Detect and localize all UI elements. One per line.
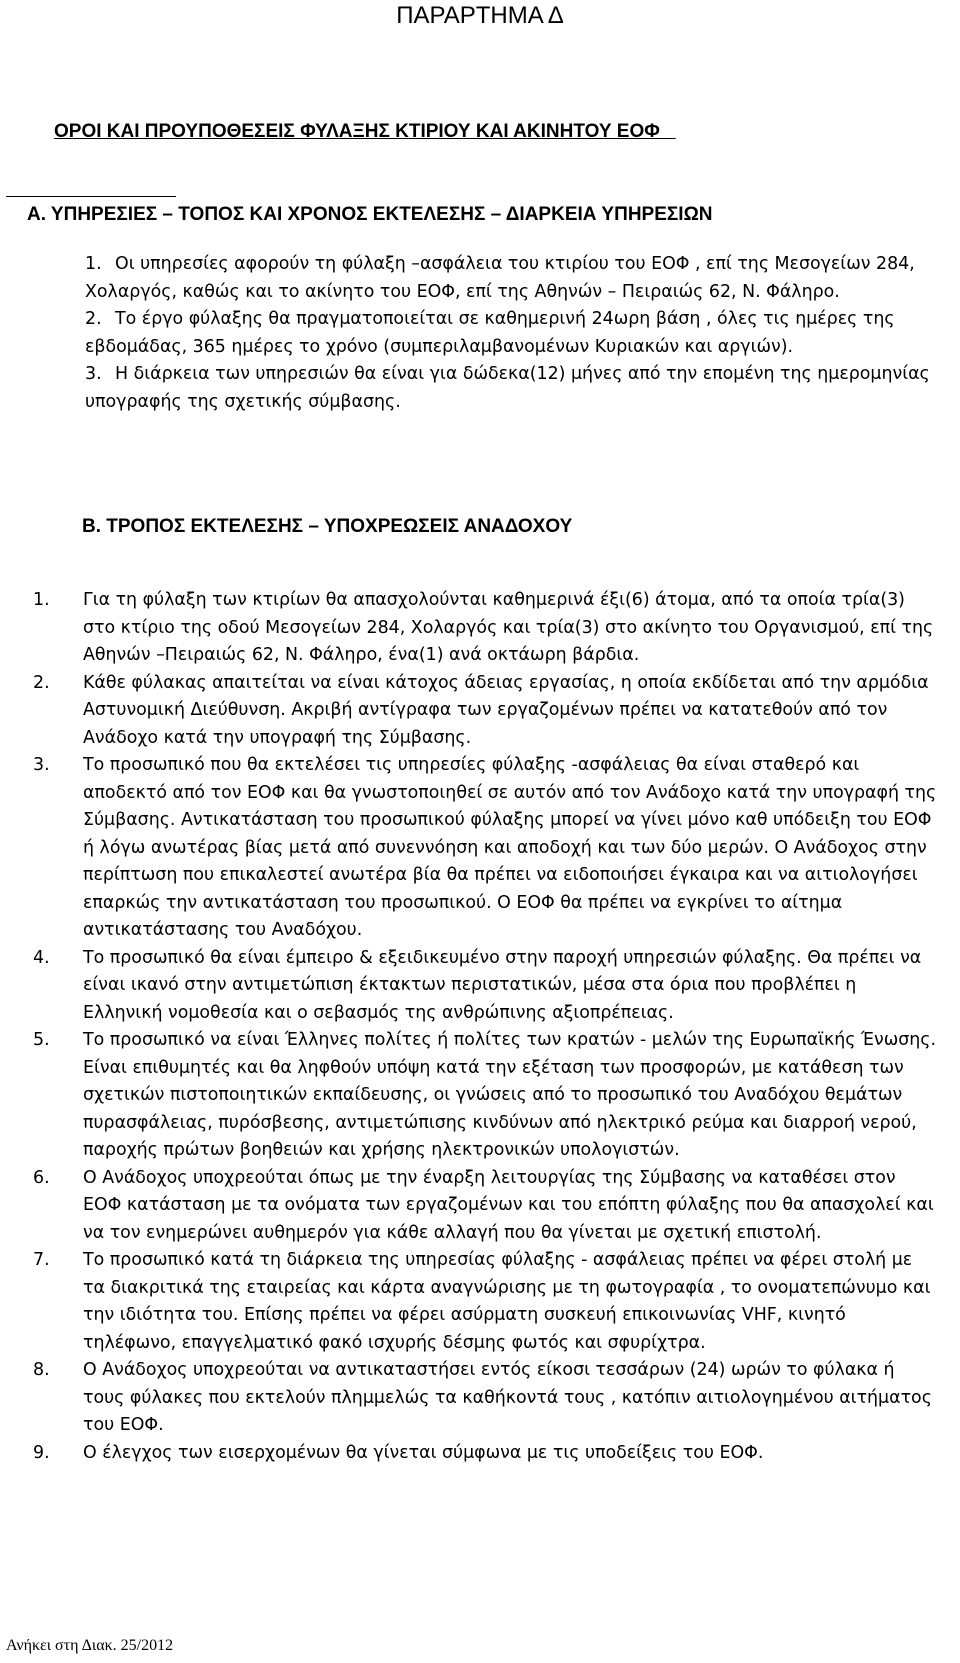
- item-text: Το προσωπικό κατά τη διάρκεια της υπηρεσίας φύλαξης - ασφάλειας πρέπει να φέρει στολή με τα διακριτικά της εταιρείας και κάρτα αναγνώρισης με τη φωτογραφία , το ονοματεπώνυμο και την ιδιότητα του. Επίσης πρέπει να φέρει ασύρματη συσκευή επικοινωνίας VHF, κινητό τηλέφωνο, επαγγελματικό φακό ισχυρής δέσμης φωτός και σφυρίχτρα.: [83, 1250, 931, 1353]
- item-number: 3.: [85, 364, 102, 384]
- section-a-heading: Α. ΥΠΗΡΕΣΙΕΣ – ΤΟΠΟΣ ΚΑΙ ΧΡΟΝΟΣ ΕΚΤΕΛΕΣΗΣ – ΔΙΑΡΚΕΙΑ ΥΠΗΡΕΣΙΩΝ: [27, 204, 713, 225]
- item-text: Ο Ανάδοχος υποχρεούται να αντικαταστήσει εντός είκοσι τεσσάρων (24) ωρών το φύλακα ή τους φύλακες που εκτελούν πλημμελώς τα καθήκοντά τους , κατόπιν αιτιολογημένου αιτήματος του ΕΟΦ.: [83, 1360, 932, 1435]
- section-b-item-8: [33, 1357, 938, 1440]
- item-number: 8.: [33, 1360, 50, 1380]
- item-number: 7.: [33, 1250, 50, 1270]
- item-number: 6.: [33, 1167, 50, 1188]
- item-text: Το έργο φύλαξης θα πραγματοποιείται σε καθημερινή 24ωρη βάση , όλες τις ημέρες της εβδομάδας, 365 ημέρες το χρόνο (συμπεριλαμβανομένων Κυριακών και αργιών).: [85, 309, 895, 357]
- item-number: 2.: [33, 672, 50, 693]
- separator-line: [6, 196, 176, 197]
- section-b-item-6: [33, 1165, 938, 1248]
- section-b-item-4: [33, 945, 938, 1028]
- section-a-item-3: [85, 361, 935, 416]
- item-number: 1.: [85, 254, 102, 274]
- section-a-item-2: [85, 306, 935, 361]
- page-title: ΠΑΡΑΡΤΗΜΑ Δ: [396, 2, 564, 29]
- item-number: 4.: [33, 947, 50, 968]
- document-subtitle: ΟΡΟΙ ΚΑΙ ΠΡΟΥΠΟΘΕΣΕΙΣ ΦΥΛΑΞΗΣ ΚΤΙΡΙΟΥ ΚΑΙ ΑΚΙΝΗΤΟΥ ΕΟΦ: [54, 121, 676, 142]
- section-b-item-3: [33, 752, 938, 945]
- item-text: Το προσωπικό που θα εκτελέσει τις υπηρεσίες φύλαξης -ασφάλειας θα είναι σταθερό και αποδεκτό από τον ΕΟΦ και θα γνωστοποιηθεί σε αυτόν από τον Ανάδοχο κατά την υπογραφή της Σύμβασης. Αντικατάσταση του προσωπικού φύλαξης μπορεί να γίνει μόνο καθ υπόδειξη του ΕΟΦ ή λόγω ανωτέρας βίας μετά από συνεννόηση και αποδοχή και των δύο μερών. Ο Ανάδοχος στην περίπτωση που επικαλεστεί ανωτέρα βία θα πρέπει να ειδοποιήσει έγκαιρα και να αιτιολογήσει επαρκώς την αντικατάσταση του προσωπικού. Ο ΕΟΦ θα πρέπει να εγκρίνει το αίτημα αντικατάστασης του Αναδόχου.: [83, 755, 937, 940]
- item-number: 5.: [33, 1030, 50, 1050]
- item-number: 1.: [33, 590, 50, 610]
- item-text: Για τη φύλαξη των κτιρίων θα απασχολούνται καθημερινά έξι(6) άτομα, από τα οποία τρία(3) στο κτίριο της οδού Μεσογείων 284, Χολαργός και τρία(3) στο ακίνητο του Οργανισμού, επί της Αθηνών –Πειραιώς 62, Ν. Φάληρο, ένα(1) ανά οκτάωρη βάρδια.: [83, 590, 934, 665]
- section-b-item-2: [33, 670, 938, 753]
- item-text: Η διάρκεια των υπηρεσιών θα είναι για δώδεκα(12) μήνες από την επομένη της ημερομηνίας υπογραφής της σχετικής σύμβασης.: [85, 364, 930, 412]
- section-b-item-5: [33, 1027, 938, 1165]
- section-a-item-1: [85, 251, 935, 306]
- item-text: Ο Ανάδοχος υποχρεούται όπως με την έναρξη λειτουργίας της Σύμβασης να καταθέσει στον ΕΟΦ κατάσταση με τα ονόματα των εργαζομένων και του επόπτη φύλαξης που θα απασχολεί και να τον ενημερώνει αυθημερόν για κάθε αλλαγή που θα γίνεται με σχετική επιστολή.: [83, 1167, 934, 1243]
- section-b-heading: Β. ΤΡΟΠΟΣ ΕΚΤΕΛΕΣΗΣ – ΥΠΟΧΡΕΩΣΕΙΣ ΑΝΑΔΟΧΟΥ: [82, 516, 573, 537]
- item-text: Ο έλεγχος των εισερχομένων θα γίνεται σύμφωνα με τις υποδείξεις του ΕΟΦ.: [83, 1442, 764, 1463]
- footer-note: Ανήκει στη Διακ. 25/2012: [6, 1637, 174, 1654]
- section-b-item-9: [33, 1440, 938, 1468]
- item-number: 9.: [33, 1442, 50, 1463]
- section-b-list: [33, 587, 938, 1467]
- item-text: Το προσωπικό να είναι Έλληνες πολίτες ή πολίτες των κρατών - μελών της Ευρωπαϊκής Ένωσης. Είναι επιθυμητές και θα ληφθούν υπόψη κατά την εξέταση των προσφορών, με κατάθεση των σχετικών πιστοποιητικών εκπαίδευσης, οι γνώσεις από το προσωπικό του Αναδόχου θεμάτων πυρασφάλειας, πυρόσβεσης, αντιμετώπισης κινδύνων από ηλεκτρικό ρεύμα και διαρροή νερού, παροχής πρώτων βοηθειών και χρήσης ηλεκτρονικών υπολογιστών.: [83, 1030, 937, 1160]
- item-text: Οι υπηρεσίες αφορούν τη φύλαξη –ασφάλεια του κτιρίου του ΕΟΦ , επί της Μεσογείων 284, Χολαργός, καθώς και το ακίνητο του ΕΟΦ, επί της Αθηνών – Πειραιώς 62, Ν. Φάληρο.: [85, 254, 915, 302]
- section-a-list: [85, 251, 935, 416]
- item-text: Κάθε φύλακας απαιτείται να είναι κάτοχος άδειας εργασίας, η οποία εκδίδεται από την αρμόδια Αστυνομική Διεύθυνση. Ακριβή αντίγραφα των εργαζομένων πρέπει να κατατεθούν από τον Ανάδοχο κατά την υπογραφή της Σύμβασης.: [83, 672, 929, 748]
- section-b-item-1: [33, 587, 938, 670]
- item-number: 2.: [85, 309, 102, 329]
- item-number: 3.: [33, 755, 50, 775]
- item-text: Το προσωπικό θα είναι έμπειρο & εξειδικευμένο στην παροχή υπηρεσιών φύλαξης. Θα πρέπει να είναι ικανό στην αντιμετώπιση έκτακτων περιστατικών, μέσα στα όρια που προβλέπει η Ελληνική νομοθεσία και ο σεβασμός της ανθρώπινης αξιοπρέπειας.: [83, 947, 922, 1023]
- section-b-item-7: [33, 1247, 938, 1357]
